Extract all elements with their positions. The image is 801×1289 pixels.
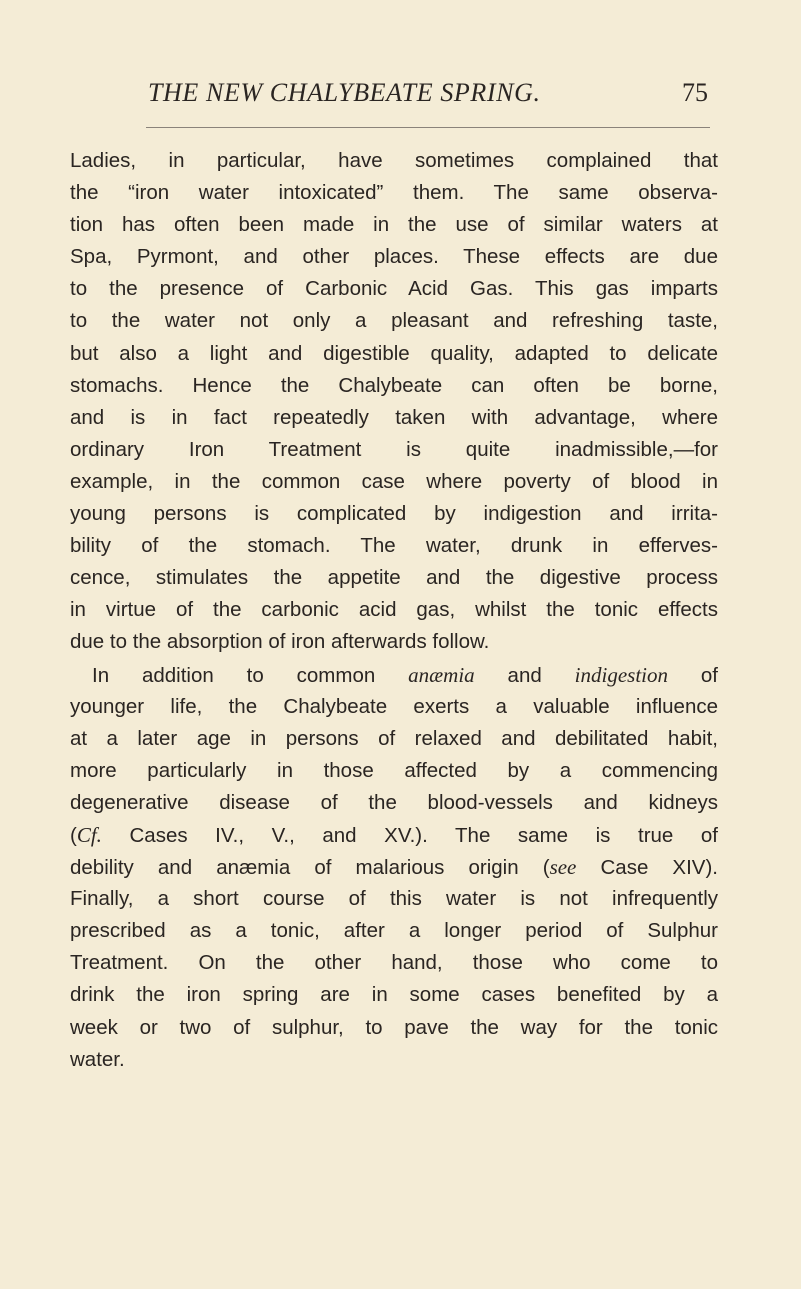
- text-run: debility and anæmia of malarious origin (: [70, 856, 550, 880]
- text-line: tion has often been made in the use of similar waters at: [70, 213, 718, 237]
- text-line: prescribed as a tonic, after a longer period of Sulphur: [70, 919, 718, 943]
- text-run: Cases IV., V., and XV.). The same is true of: [101, 823, 718, 847]
- text-line: Treatment. On the other hand, those who come to: [70, 951, 718, 975]
- page-header: [148, 78, 708, 118]
- text-line: week or two of sulphur, to pave the way for the tonic: [70, 1015, 718, 1039]
- text-line: to the water not only a pleasant and refreshing taste,: [70, 309, 718, 333]
- page-number: 75: [682, 78, 708, 107]
- text-line: [70, 659, 718, 691]
- text-line: in virtue of the carbonic acid gas, whilst the tonic effects: [70, 598, 718, 622]
- text-run: In addition to common: [92, 663, 409, 687]
- text-line: Finally, a short course of this water is not infrequently: [70, 887, 718, 911]
- text-line: ordinary Iron Treatment is quite inadmissible,—for: [70, 437, 718, 461]
- header-rule: [146, 127, 710, 128]
- running-title: THE NEW CHALYBEATE SPRING.: [148, 78, 541, 107]
- text-line: but also a light and digestible quality, adapted to delicate: [70, 341, 718, 365]
- text-line: young persons is complicated by indigestion and irrita-: [70, 502, 718, 526]
- text-line: stomachs. Hence the Chalybeate can often be borne,: [70, 373, 718, 397]
- text-line: more particularly in those affected by a commencing: [70, 758, 718, 782]
- text-line: drink the iron spring are in some cases benefited by a: [70, 983, 718, 1007]
- italic-term: see: [549, 855, 577, 880]
- text-line: [70, 819, 718, 851]
- text-line: at a later age in persons of relaxed and debilitated habit,: [70, 726, 718, 750]
- text-line: to the presence of Carbonic Acid Gas. This gas imparts: [70, 277, 718, 301]
- text-line: younger life, the Chalybeate exerts a valuable influence: [70, 694, 718, 718]
- italic-term: indigestion: [574, 662, 668, 687]
- paragraph-2: [70, 659, 718, 1076]
- text-line: the “iron water intoxicated” them. The same observa-: [70, 181, 718, 205]
- text-line: and is in fact repeatedly taken with advantage, where: [70, 405, 718, 429]
- text-line: bility of the stomach. The water, drunk in efferves-: [70, 534, 718, 558]
- text-line: Ladies, in particular, have sometimes complained that: [70, 149, 718, 172]
- text-line: [70, 851, 718, 883]
- text-line: water.: [70, 1047, 125, 1071]
- text-run: of: [668, 663, 718, 687]
- text-line: due to the absorption of iron afterwards follow.: [70, 630, 490, 654]
- text-line: degenerative disease of the blood-vessels and kidneys: [70, 790, 718, 814]
- text-line: example, in the common case where poverty of blood in: [70, 469, 718, 493]
- text-run: (: [70, 823, 77, 847]
- text-run: Case XIV).: [576, 856, 718, 880]
- italic-term: Cf.: [76, 822, 102, 847]
- text-line: Spa, Pyrmont, and other places. These effects are due: [70, 245, 718, 269]
- body-text: [70, 145, 718, 1076]
- text-run: and: [474, 663, 575, 687]
- text-line: cence, stimulates the appetite and the digestive process: [70, 566, 718, 590]
- paragraph-1: [70, 145, 718, 659]
- italic-term: anæmia: [408, 662, 475, 687]
